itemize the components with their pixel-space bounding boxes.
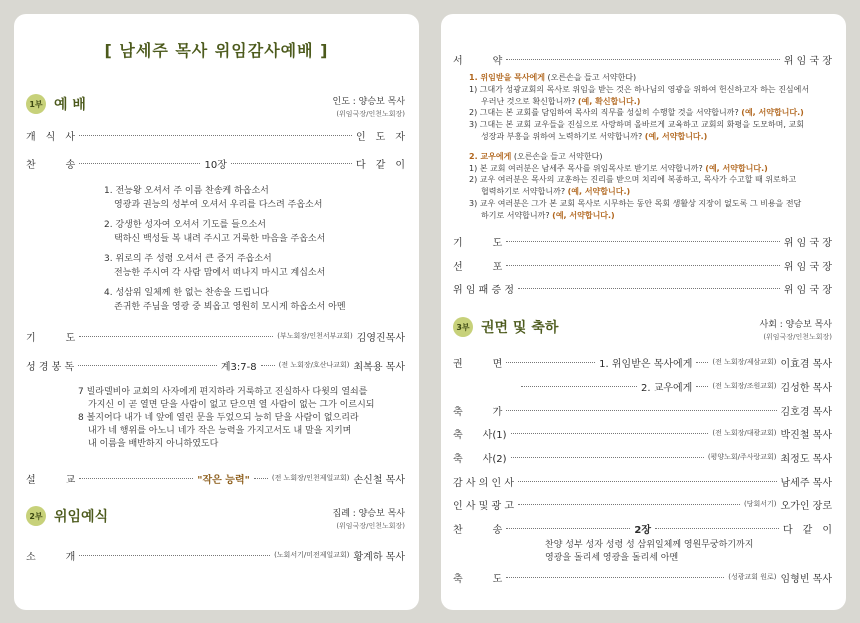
- order-exhortation-1: [453, 355, 832, 369]
- section-badge: 2부: [26, 506, 46, 526]
- order-introduction: [26, 548, 405, 562]
- order-label: 기 도: [26, 332, 76, 344]
- leader-dots: [518, 288, 780, 289]
- section-3-header: [453, 317, 558, 337]
- order-value: 박진철 목사: [780, 429, 832, 441]
- order-label: 서 약: [453, 55, 503, 67]
- vow-line: 우러난 것으로 확신합니까? (예, 확신합니다.): [481, 96, 641, 106]
- leader-dots: [518, 504, 740, 505]
- verse-line: 내가 네 행위를 아노니 네가 작은 능력을 가지고서도 내 말을 지키며: [88, 426, 352, 436]
- order-label: 성 경 봉 독: [26, 361, 75, 373]
- role-note: (노회서기/미전제일교회): [274, 551, 350, 559]
- verse-line: 내 이름을 배반하지 아니하였도다: [88, 439, 219, 449]
- order-value: 다 같 이: [356, 159, 406, 171]
- leader-dots: [261, 365, 275, 366]
- order-prayer: [453, 234, 832, 248]
- leader-dots: [79, 555, 270, 556]
- order-value: 이효겸 목사: [780, 358, 832, 370]
- order-value: 김호경 목사: [780, 406, 832, 418]
- role-note: (전 노회장/인천제일교회): [271, 474, 350, 482]
- section-1-leader: [333, 96, 405, 120]
- section-badge: 3부: [453, 317, 473, 337]
- leader-dots: [506, 410, 776, 411]
- order-label: 인 사 및 광 고: [453, 500, 515, 512]
- order-label: 축 사(2): [453, 453, 507, 465]
- vow-line: 성장과 부흥을 위하여 노력하기로 서약합니까? (예, 서약합니다.): [481, 131, 708, 141]
- leader-dots: [511, 433, 709, 434]
- leader-dots: [78, 365, 217, 366]
- hymn-verse: [104, 218, 346, 246]
- vow-line: 하기로 서약합니까? (예, 서약합니다.): [481, 210, 615, 220]
- lyric-line: 택하신 백성들 복 내려 주시고 거룩한 마음을 주옵소서: [114, 234, 326, 244]
- order-label: 축 도: [453, 573, 503, 585]
- order-label: 축 가: [453, 406, 503, 418]
- lyric-line: 2. 강생한 성자여 오셔서 기도를 들으소서: [104, 220, 266, 230]
- section-title: 위임예식: [54, 509, 109, 525]
- vow-line: 3) 그대는 본 교회 교우들을 진심으로 사랑하며 올바르게 교육하고 교회의 화평을 도모하며, 교회: [469, 120, 804, 130]
- order-value: 위 임 국 장: [783, 284, 832, 296]
- leader-sub: (위임국장/인천노회장): [336, 110, 405, 118]
- order-plaque: [453, 281, 832, 295]
- leader-dots: [254, 478, 268, 479]
- leader-dots: [696, 386, 708, 387]
- verse-line: 가지신 이 곧 열면 닫을 사람이 없고 닫으면 열 사람이 없는 그가 이르시되: [88, 400, 375, 410]
- leader-sub: (위임국장/인천노회장): [763, 333, 832, 341]
- order-label: 기 도: [453, 237, 503, 249]
- section-title: 예 배: [54, 97, 86, 113]
- role-note: (부노회장/인천서부교회): [277, 332, 353, 340]
- order-exhortation-2: [453, 379, 832, 393]
- order-value: 남세주 목사: [780, 477, 832, 489]
- vow-line: 1) 그대가 성광교회의 목사로 위임을 받는 것은 하나님의 영광을 위하여 헌신하고자 하는 진심에서: [469, 84, 810, 94]
- order-label: 설 교: [26, 474, 76, 486]
- order-special-song: [453, 403, 832, 417]
- leader-dots: [506, 362, 595, 363]
- role-note: (평양노회/주사랑교회): [707, 453, 777, 461]
- lyric-line: 1. 전능왕 오셔서 주 이름 찬송케 하옵소서: [104, 186, 269, 196]
- lyric-line: 4. 성삼위 일체께 한 없는 찬송을 드립니다: [104, 288, 269, 298]
- order-value: 위 임 국 장: [783, 261, 832, 273]
- exhortation-target: 1. 위임받은 목사에게: [599, 358, 693, 370]
- left-page: [14, 14, 419, 610]
- vow-line: 1) 본 교회 여러분은 남세주 목사를 위임목사로 받기로 서약합니까? (예, 서약합니다.): [469, 163, 768, 173]
- order-value: 오가인 장로: [780, 500, 832, 512]
- order-label: 위 임 패 증 정: [453, 284, 515, 296]
- leader-dots: [521, 386, 637, 387]
- order-scripture: [26, 358, 405, 372]
- leader-dots: [506, 577, 724, 578]
- hymn-verse: [104, 184, 346, 212]
- leader-dots: [506, 528, 630, 529]
- order-label: 찬 송: [26, 159, 76, 171]
- leader-sub: (위임국장/인천노회장): [336, 522, 405, 530]
- order-label: 권 면: [453, 358, 503, 370]
- order-congrats-1: [453, 426, 832, 440]
- order-benediction: [453, 570, 832, 584]
- order-congrats-2: [453, 450, 832, 464]
- vow-line: 2) 교우 여러분은 목사의 교훈하는 진리를 받으며 치리에 복종하고, 목사가 수고할 때 위로하고: [469, 175, 797, 185]
- order-value: 위 임 국 장: [783, 237, 832, 249]
- order-label: 소 개: [26, 551, 76, 563]
- order-label: 개 식 사: [26, 131, 75, 143]
- role-note: (전 노회장/호산나교회): [278, 361, 350, 369]
- role-note: (당회서기): [744, 500, 777, 508]
- section-2-leader: [333, 508, 405, 532]
- section-3-leader: [760, 319, 832, 343]
- order-proclamation: [453, 258, 832, 272]
- lyric-line: 영광을 돌리세 영광을 돌리세 아멘: [545, 553, 679, 563]
- order-value: 황계하 목사: [353, 551, 405, 563]
- section-2-header: [26, 506, 108, 526]
- hymn-verse: [104, 252, 346, 280]
- vows-block: [469, 72, 832, 222]
- service-title: [ 남세주 목사 위임감사예배 ]: [104, 41, 329, 60]
- leader-dots: [231, 163, 352, 164]
- role-note: (전 노회장/제삼교회): [712, 358, 777, 366]
- order-thanks: [453, 474, 832, 488]
- order-value: 최정도 목사: [780, 453, 832, 465]
- section-badge: 1부: [26, 94, 46, 114]
- lyric-line: 3. 위로의 주 성령 오셔서 큰 증거 주옵소서: [104, 254, 272, 264]
- order-value: 최복용 목사: [353, 361, 405, 373]
- order-value: 김성한 목사: [780, 382, 832, 394]
- order-hymn: [453, 521, 832, 535]
- order-hymn: [26, 156, 405, 170]
- scripture-text: [78, 386, 374, 451]
- leader-dots: [79, 478, 193, 479]
- leader-text: 사회 : 양승보 목사: [759, 320, 832, 330]
- order-label: 축 사(1): [453, 429, 507, 441]
- hymn-verse: [104, 286, 346, 314]
- leader-dots: [506, 241, 779, 242]
- role-note: (전 노회장/대광교회): [712, 429, 777, 437]
- leader-dots: [518, 481, 777, 482]
- order-value: 다 같 이: [783, 524, 832, 536]
- vow-heading: 2. 교우에게 (오른손을 들고 서약한다): [469, 151, 603, 161]
- order-sermon: [26, 471, 405, 485]
- order-announcements: [453, 497, 832, 511]
- leader-dots: [655, 528, 779, 529]
- leader-text: 인도 : 양승보 목사: [332, 97, 405, 107]
- scripture-ref: 계3:7-8: [220, 361, 257, 373]
- vow-heading: 1. 위임받을 목사에게 (오른손을 들고 서약한다): [469, 73, 637, 82]
- vow-line: 3) 교우 여러분은 그가 본 교회 목사로 시무하는 동안 목회 생활상 지장이 없도록 그 비용을 전담: [469, 198, 802, 208]
- leader-dots: [696, 362, 708, 363]
- leader-dots: [511, 457, 704, 458]
- verse-line: 7 빌라델비아 교회의 사자에게 편지하라 거룩하고 진실하사 다윗의 열쇠를: [78, 387, 368, 397]
- leader-dots: [79, 336, 273, 337]
- hymn-lyrics: [104, 184, 346, 320]
- hymn-number: 2장: [634, 524, 651, 536]
- order-value: 김영진목사: [356, 332, 405, 344]
- right-page: [441, 14, 846, 610]
- leader-dots: [79, 163, 200, 164]
- lyric-line: 존귀한 주님을 영광 중 뵈옵고 영원히 모시게 하옵소서 아멘: [114, 302, 346, 312]
- lyric-line: 찬양 성부 성자 성령 성 삼위일체께 영원무궁하기까지: [545, 540, 754, 550]
- order-label: 감 사 의 인 사: [453, 477, 515, 489]
- lyric-line: 전능한 주시여 각 사람 맘에서 떠나지 마시고 계십소서: [114, 268, 326, 278]
- order-label: 찬 송: [453, 524, 503, 536]
- vow-line: 2) 그대는 본 교회를 담임하여 목사의 직무를 성실히 수행할 것을 서약합니까? (예, 서약합니다.): [469, 108, 804, 118]
- order-prayer: [26, 329, 405, 343]
- leader-dots: [506, 265, 779, 266]
- order-opening: [26, 128, 405, 142]
- leader-text: 집례 : 양승보 목사: [332, 509, 405, 519]
- doxology-lyrics: [545, 539, 753, 565]
- sermon-title: "작은 능력": [197, 474, 250, 486]
- role-note: (성광교회 원로): [728, 573, 777, 581]
- order-value: 위 임 국 장: [783, 55, 832, 67]
- order-vows: [453, 52, 832, 66]
- leader-dots: [79, 135, 352, 136]
- order-value: 인 도 자: [356, 131, 405, 143]
- section-title: 권면 및 축하: [481, 320, 559, 336]
- order-label: 선 포: [453, 261, 503, 273]
- section-1-header: [26, 94, 86, 114]
- leader-dots: [506, 59, 779, 60]
- verse-line: 8 볼지어다 내가 네 앞에 열린 문을 두었으되 능히 닫을 사람이 없으리라: [78, 413, 359, 423]
- hymn-number: 10장: [204, 159, 227, 171]
- order-value: 임형빈 목사: [780, 573, 832, 585]
- order-value: 손신철 목사: [353, 474, 405, 486]
- vow-line: 협력하기로 서약합니까? (예, 서약합니다.): [481, 187, 631, 197]
- lyric-line: 영광과 권능의 성부여 오셔서 우리를 다스려 주옵소서: [114, 200, 323, 210]
- role-note: (전 노회장/조원교회): [712, 382, 777, 390]
- exhortation-target: 2. 교우에게: [640, 382, 693, 394]
